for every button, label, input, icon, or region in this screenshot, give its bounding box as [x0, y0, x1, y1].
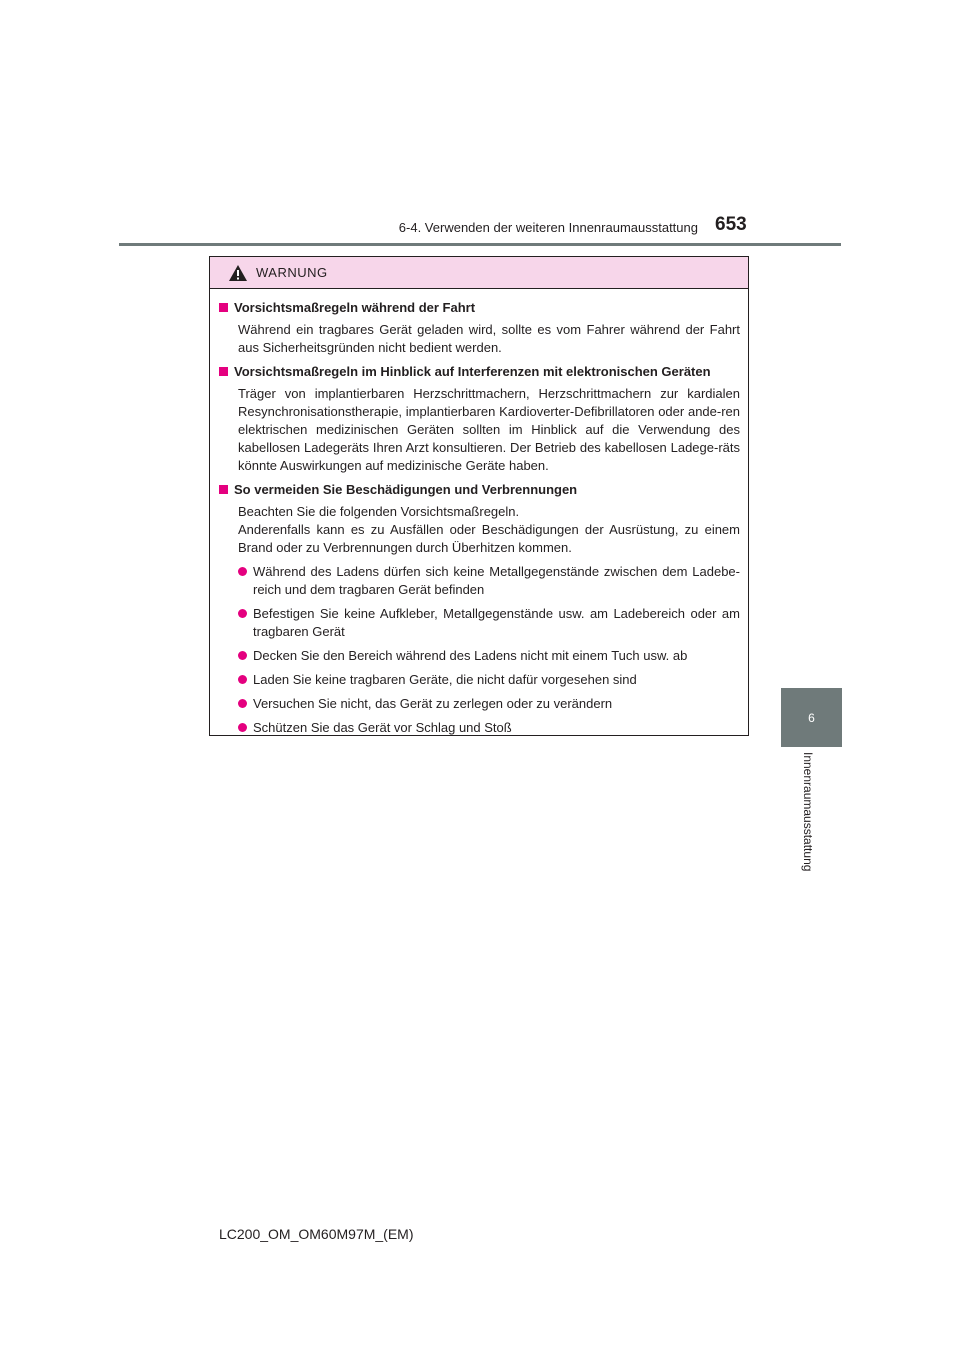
circle-bullet-icon — [238, 699, 247, 708]
chapter-title: Innenraumausstattung — [801, 752, 815, 872]
section-paragraph: Träger von implantierbaren Herzschrittmachern, Herzschrittmachern zur kardialen Resynchronisationstherapie, implantierbaren Kardioverter-Defibrillatoren oder ande-ren elektrischen medizinischen Geräten sollten im Hinblick auf die Verwendung des kabellosen Ladegeräts Ihren Arzt konsultieren. Der Betrieb des kabellosen Ladege-räts könnte Auswirkungen auf medizinische Geräte haben. — [238, 386, 740, 473]
section-paragraph: Während ein tragbares Gerät geladen wird, sollte es vom Fahrer während der Fahrt aus Sicherheitsgründen nicht bedient werden. — [238, 322, 740, 355]
section-heading — [219, 363, 740, 381]
circle-bullet-icon — [238, 675, 247, 684]
square-bullet-icon — [219, 367, 228, 376]
list-item-text: Laden Sie keine tragbaren Geräte, die nicht dafür vorgesehen sind — [253, 672, 637, 687]
chapter-number: 6 — [808, 710, 815, 725]
circle-bullet-icon — [238, 651, 247, 660]
circle-bullet-icon — [238, 567, 247, 576]
page-number: 653 — [715, 214, 747, 235]
list-item-text: Versuchen Sie nicht, das Gerät zu zerlegen oder zu verändern — [253, 696, 613, 711]
section-heading — [219, 481, 740, 499]
section-heading-text: Vorsichtsmaßregeln während der Fahrt — [234, 300, 476, 315]
warning-body — [210, 289, 748, 737]
list-item — [219, 563, 740, 599]
square-bullet-icon — [219, 485, 228, 494]
warning-header — [210, 257, 748, 289]
warning-title: WARNUNG — [256, 265, 328, 280]
section-heading-text: So vermeiden Sie Beschädigungen und Verbrennungen — [234, 482, 578, 497]
section-title: 6-4. Verwenden der weiteren Innenraumausstattung — [398, 220, 698, 235]
list-item — [219, 695, 740, 713]
list-item — [219, 647, 740, 665]
square-bullet-icon — [219, 303, 228, 312]
list-item-text: Befestigen Sie keine Aufkleber, Metallgegenstände usw. am Ladebereich oder am tragbaren Gerät — [253, 606, 740, 639]
section-heading-text: Vorsichtsmaßregeln im Hinblick auf Interferenzen mit elektronischen Geräten — [234, 364, 711, 379]
list-item — [219, 719, 740, 737]
section-paragraph: Beachten Sie die folgenden Vorsichtsmaßregeln. — [238, 504, 520, 519]
list-item — [219, 671, 740, 689]
warning-box — [209, 256, 749, 736]
list-item-text: Während des Ladens dürfen sich keine Metallgegenstände zwischen dem Ladebe-reich und dem tragbaren Gerät befinden — [253, 564, 740, 597]
section-heading — [219, 299, 740, 317]
document-code: LC200_OM_OM60M97M_(EM) — [219, 1226, 414, 1242]
circle-bullet-icon — [238, 723, 247, 732]
list-item — [219, 605, 740, 641]
chapter-tab — [781, 688, 842, 747]
header-divider — [119, 243, 841, 246]
circle-bullet-icon — [238, 609, 247, 618]
list-item-text: Schützen Sie das Gerät vor Schlag und Stoß — [253, 720, 512, 735]
warning-triangle-icon — [228, 264, 248, 282]
section-paragraph: Anderenfalls kann es zu Ausfällen oder Beschädigungen der Ausrüstung, zu einem Brand oder zu Verbrennungen durch Überhitzen kommen. — [238, 522, 740, 555]
list-item-text: Decken Sie den Bereich während des Ladens nicht mit einem Tuch usw. ab — [253, 648, 688, 663]
